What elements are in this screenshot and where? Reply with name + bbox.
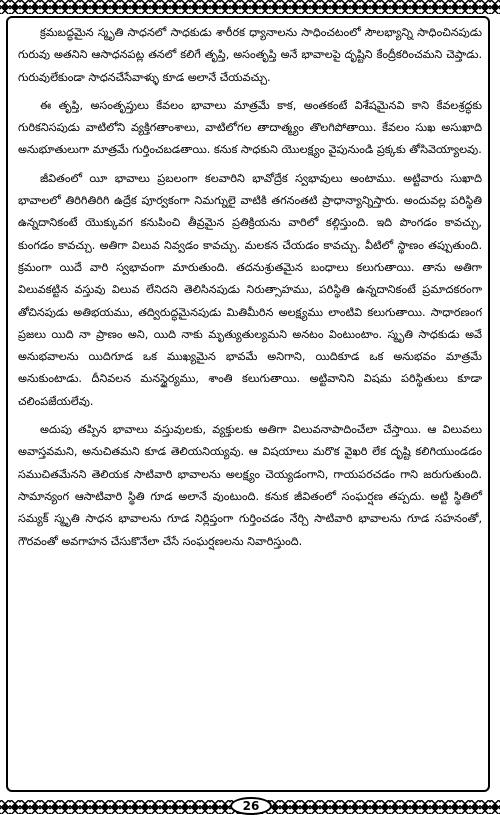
paragraph-4: అదుపు తప్పిన భావాలు వస్తువులకు, వ్యక్తులకు అతిగా విలువనాపాదించేలా చేస్తాయి. ఆ విలువలు అవాస్తవమని, అనుచితమని కూడ తెలియనియ్యవు. ఆ విషయాలు మరొక వైఖరి లేక దృష్టి కలిగియుండడం సముచితమేనని తెలియక సాటివారి భావాలను అలక్ష్యం చెయ్యడంగాని, గాయపరచడం గాని జరుగుతుంది. సామాన్యంగ ఆసాటివారి స్థితి గూడ అలానే వుంటుంది. కనుక జీవితంలో సంఘర్షణ తప్పదు. అట్టి స్థితిలో సమ్యక్ స్మృతి సాధన భావాలను గూడ నిర్లిప్తంగా గుర్తించడం నేర్చి సాటివారి భావాలను గూడ సహనంతో, గౌరవంతో అవగాహన చేసుకొనేలా చేసే సంఘర్షణలను నివారిస్తుంది. bbox=[18, 423, 482, 548]
decorative-border-top bbox=[0, 0, 500, 14]
body-text bbox=[18, 22, 482, 559]
paragraph-2: ఈ తృప్తి, అసంతృప్తులు కేవలం భావాలు మాత్రమే కాక, అంతకంటే విశేషమైనవి కాని కేవలశ్రద్ధకు గురికనిసపుడు వాటిలోని వ్యక్తిగతాంశాలు, వాటిలోగల తాదాత్మ్యం తొలగిపోతాయి. కేవలం సుఖ అసుఖాది అనుభూతులుగా మాత్రమే గుర్తించబడతాయి. కనుక సాధకుని యొలక్ష్యం వైపునుండి ప్రక్కకు తోసివెయ్యాలవు. bbox=[18, 98, 482, 157]
page-frame bbox=[6, 16, 490, 792]
paragraph-1: క్రమబద్ధమైన స్మృతి సాధనలో సాధకుడు శారీరక ధ్యానాలను సాధించటంలో సౌలభ్యాన్ని సాధించినపుడు గురువు అతనిని ఆసాధనపట్ల తనలో కలిగే తృప్తి, అసంతృప్తి అనే భావాలపై దృష్టిని కేంద్రీకరించమని చెప్తాడు. గురువులేకుండా సాధనచేసేవాళ్ళు కూడ అలానే చేయవచ్చు. bbox=[18, 26, 482, 84]
page-number: 26 bbox=[230, 797, 272, 815]
paragraph-3: జీవితంలో యీ భావాలు ప్రబలంగా కలవారిని భావోద్రేక స్వభావులు అంటాము. అట్టివారు సుఖాది భావాలలో తిరిగితిరిగి ఉద్రేక పూర్వకంగా నిమగ్నులై వాటికి తగనంతటి ప్రాధాన్యాన్నిస్తారు. అందువల్ల పరిస్థితి ఉన్నదానికంటే యొక్కువగ కనుపించి తీవ్రమైన ప్రతిక్రియను వారిలో కల్గిస్తుంది. ఇది పొంగడం కావచ్చు, కుంగడం కావచ్చు. అతిగా విలువ నివ్వడం కావచ్చు. మలకన చేయడం కావచ్చు. వీటిలో స్థాణం తప్పుతుంది. క్రమంగా యిదే వారి స్వభావంగా మారుతుంది. తదనుశ్రుతమైన బంధాలు కలుగుతాయి. తాను అతిగా విలువకట్టిన వస్తువు విలువ లేనిదని తెలిసినపుడు నిరుత్సాహము, పరిస్థితి ఉన్నదానికంటే ప్రమాదకరంగా తోచినపుడు అతిభయము, తద్విరుద్ధమైనపుడు మితిమీరిన అలక్ష్యము లాంటివి కలుగుతాయి. సాధారణంగ ప్రజలు యిది నా ప్రాణం అని, యిది నాకు మృత్యుతుల్యమని అనటం వింటుంటాం. స్మృతి సాధకుడు అవే అనుభవాలను యిదిగూడ ఒక ముఖ్యమైన భావమే అనిగాని, యిదికూడ ఒక అనుభవం మాత్రమే అనుకుంటాడు. దీనివలన మనస్థైర్యము, శాంతి కలుగుతాయి. అట్టివానిని విషమ పరిస్థితులు కూడా చలింపజేయలేవు. bbox=[18, 171, 482, 408]
